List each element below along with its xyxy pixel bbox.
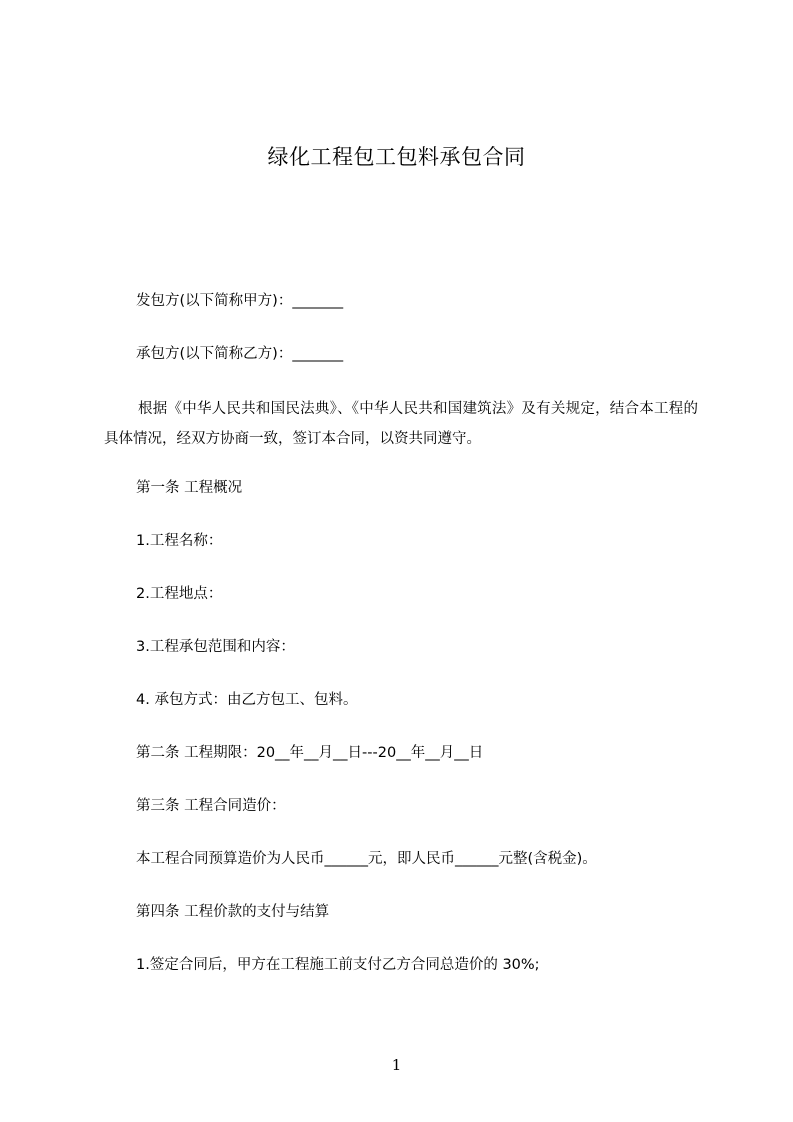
- article-3-heading: 第三条 工程合同造价：: [136, 798, 286, 814]
- payment-clause-1: 1.签定合同后，甲方在工程施工前支付乙方合同总造价的 30%;: [136, 957, 540, 973]
- article-1-heading: 第一条 工程概况: [136, 480, 243, 496]
- price-clause: 本工程合同预算造价为人民币______元，即人民币______元整(含税金)。: [136, 851, 597, 867]
- article-4-heading: 第四条 工程价款的支付与结算: [136, 904, 330, 920]
- page-number: 1: [391, 1056, 402, 1074]
- item-project-name: 1.工程名称：: [136, 533, 223, 549]
- party-b-line: 承包方(以下简称乙方)：_______: [136, 346, 344, 362]
- item-contract-method: 4. 承包方式：由乙方包工、包料。: [136, 692, 358, 708]
- article-2-period: 第二条 工程期限：20__年__月__日---20__年__月__日: [136, 745, 484, 761]
- party-a-line: 发包方(以下简称甲方)：_______: [136, 293, 344, 309]
- preamble-paragraph: 根据《中华人民共和国民法典》、《中华人民共和国建筑法》及有关规定，结合本工程的具体情况，经双方协商一致，签订本合同，以资共同遵守。: [104, 401, 698, 447]
- item-project-location: 2.工程地点：: [136, 586, 223, 602]
- item-project-scope: 3.工程承包范围和内容：: [136, 639, 295, 655]
- document-title: 绿化工程包工包料承包合同: [267, 145, 526, 169]
